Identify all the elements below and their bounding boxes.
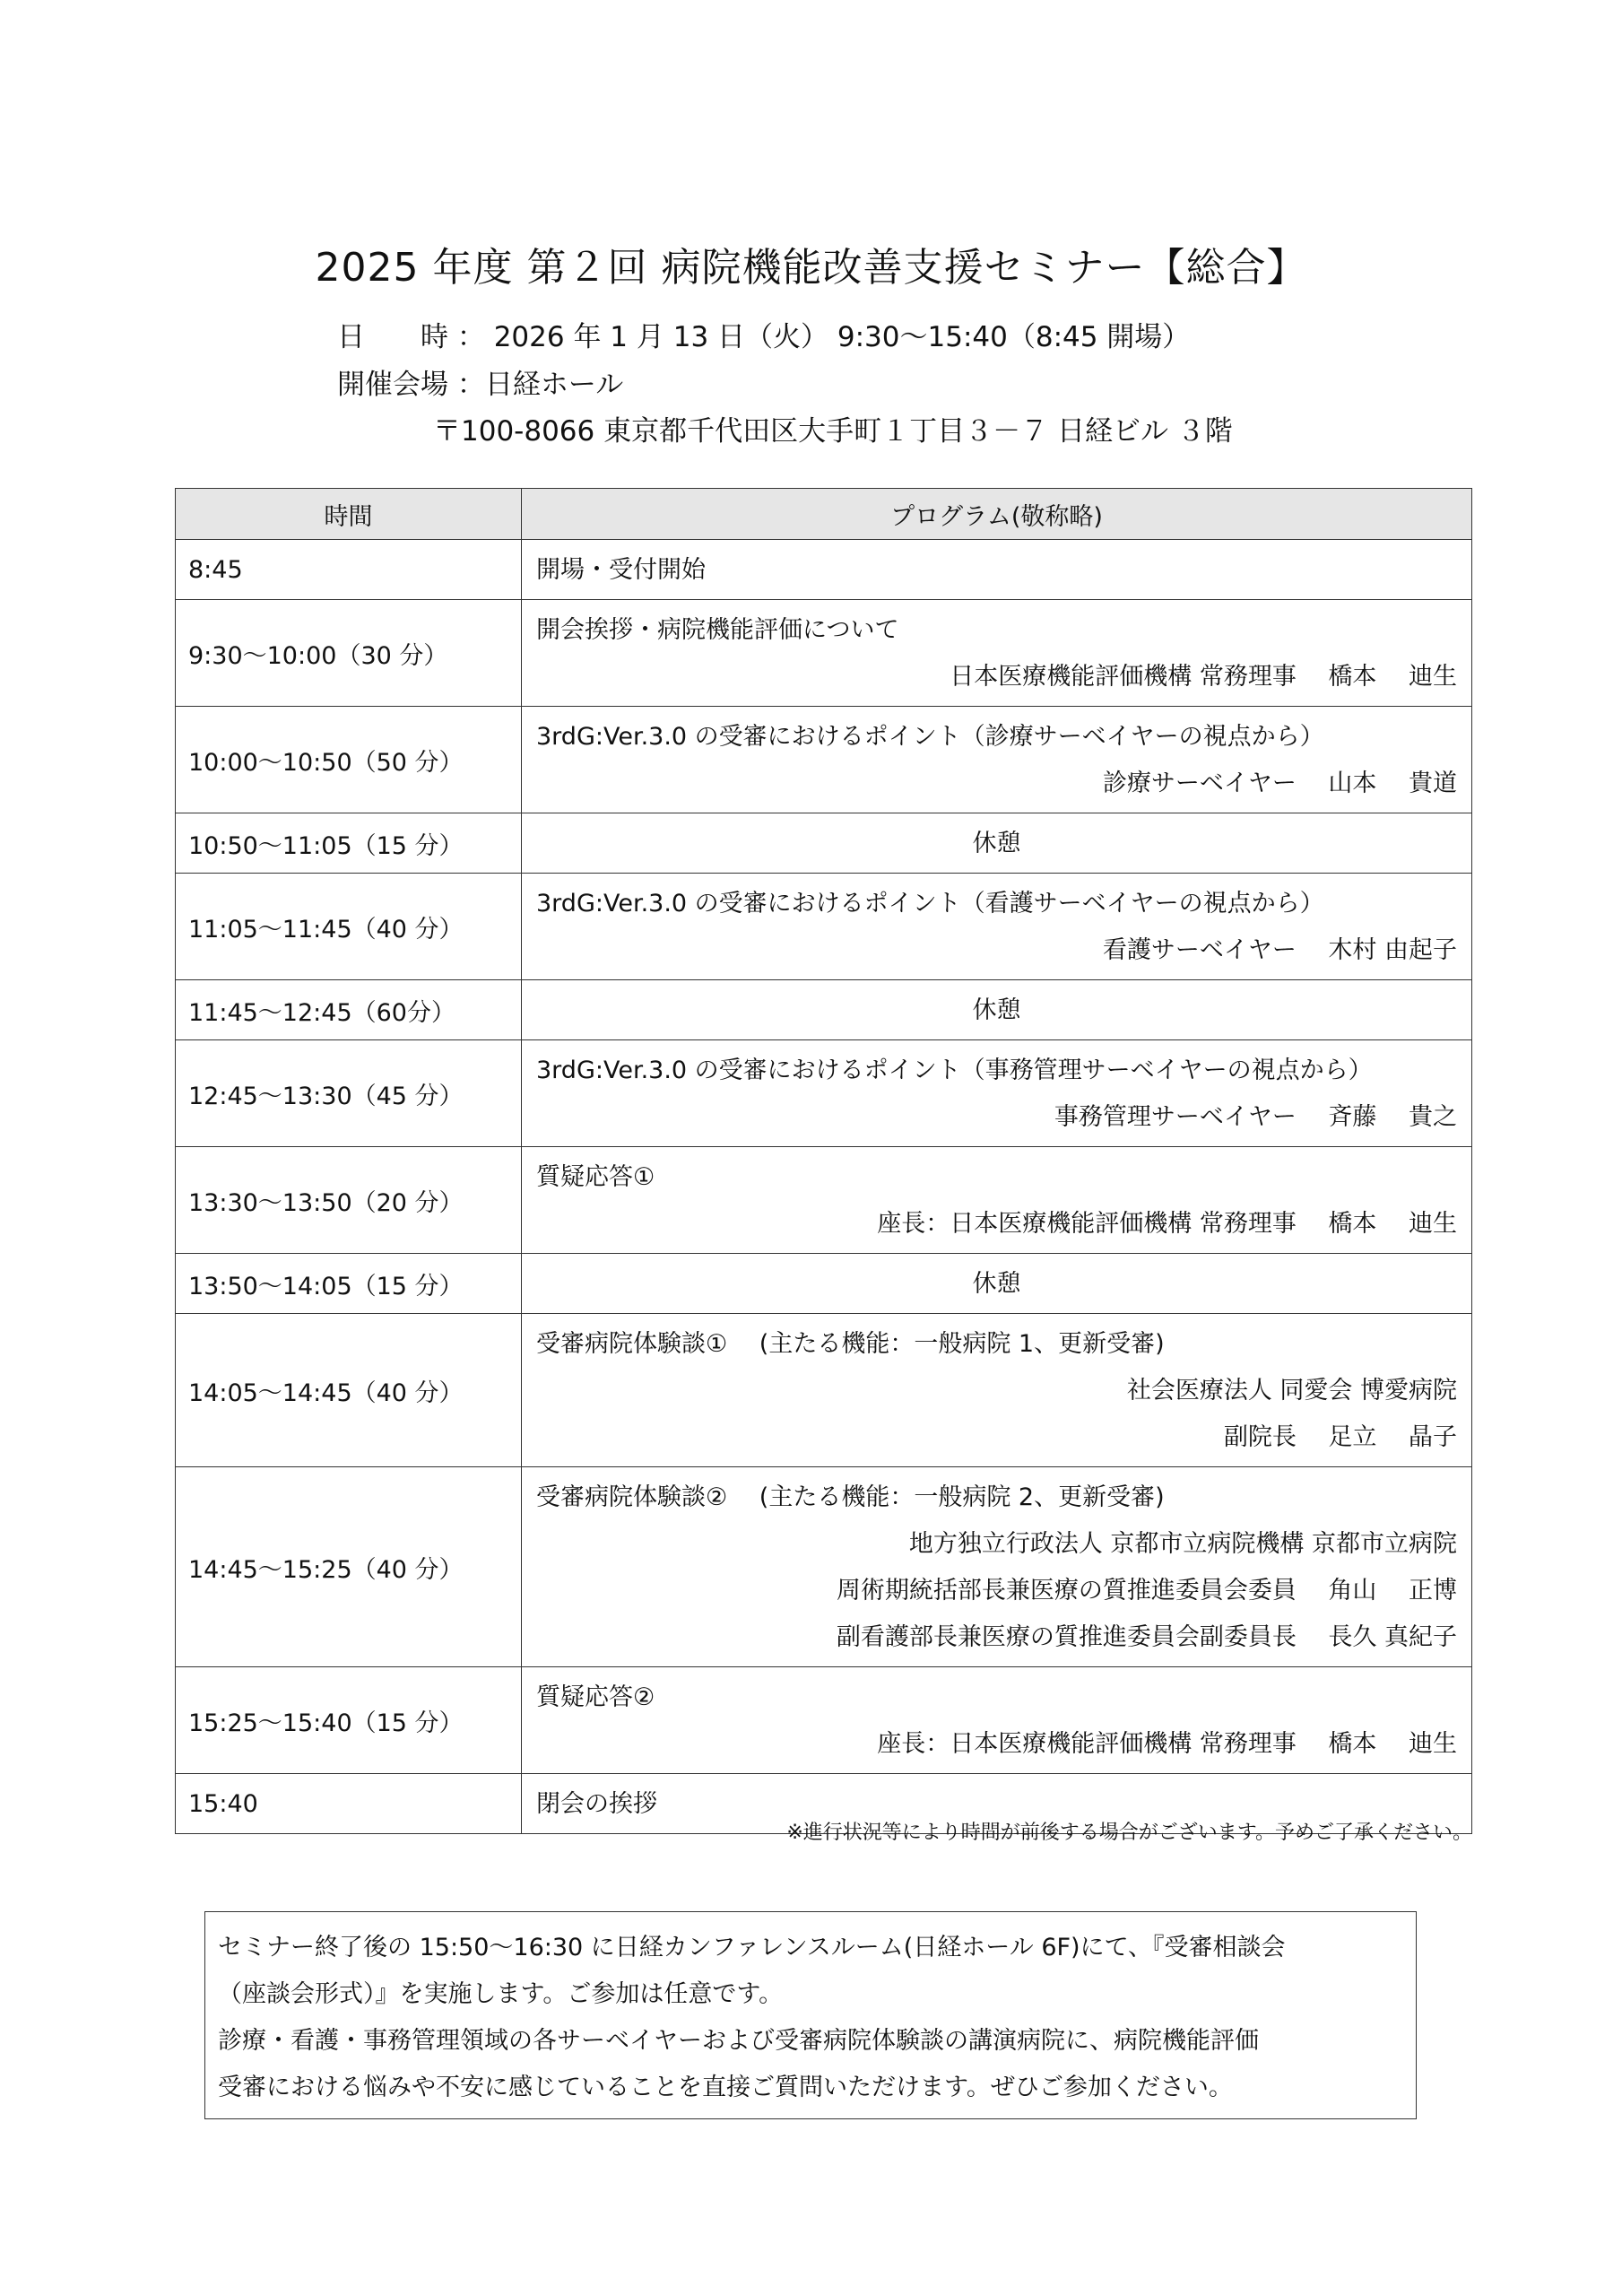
program-line: 休憩 [972, 830, 1021, 857]
program-line: 日本医療機能評価機構 常務理事 橋本 迪生 [950, 663, 1457, 691]
row-time: 9:30～10:00（30 分） [176, 600, 522, 707]
row-time: 12:45～13:30（45 分） [176, 1040, 522, 1147]
schedule-body [176, 540, 1472, 1834]
header-time: 時間 [176, 489, 522, 540]
row-program [522, 1467, 1472, 1667]
program-line: 3rdG:Ver.3.0 の受審におけるポイント（事務管理サーベイヤーの視点から） [536, 1057, 1373, 1084]
program-line: 質疑応答① [536, 1163, 655, 1191]
row-program [522, 1040, 1472, 1147]
row-time: 14:45～15:25（40 分） [176, 1467, 522, 1667]
program-line: 地方独立行政法人 京都市立病院機構 京都市立病院 [908, 1530, 1457, 1558]
program-line: 開場・受付開始 [536, 556, 706, 584]
table-row [176, 1667, 1472, 1774]
row-time: 10:50～11:05（15 分） [176, 813, 522, 874]
row-time: 15:25～15:40（15 分） [176, 1667, 522, 1774]
table-row [176, 1040, 1472, 1147]
event-venue: 開催会場 ：日経ホール [337, 369, 624, 401]
program-line: 受審病院体験談① (主たる機能：一般病院 1、更新受審) [536, 1330, 1165, 1358]
table-row [176, 813, 1472, 874]
event-date: 日 時 ： 2026 年 1 月 13 日（火） 9:30～15:40（8:45 開場） [337, 321, 1191, 353]
program-line: 3rdG:Ver.3.0 の受審におけるポイント（診療サーベイヤーの視点から） [536, 723, 1324, 751]
table-row [176, 707, 1472, 813]
row-time: 15:40 [176, 1774, 522, 1834]
row-program [522, 1314, 1472, 1467]
row-time: 14:05～14:45（40 分） [176, 1314, 522, 1467]
program-line: 開会挨拶・病院機能評価について [536, 616, 899, 644]
program-line: 社会医療法人 同愛会 博愛病院 [1126, 1377, 1457, 1405]
table-row [176, 1467, 1472, 1667]
program-line: 3rdG:Ver.3.0 の受審におけるポイント（看護サーベイヤーの視点から） [536, 890, 1324, 918]
notice-line: セミナー終了後の 15:50～16:30 に日経カンファレンスルーム(日経ホール 6F)にて、『受審相談会 [218, 1934, 1286, 1961]
program-line: 副院長 足立 晶子 [1223, 1423, 1457, 1451]
program-line: 座長：日本医療機能評価機構 常務理事 橋本 迪生 [877, 1210, 1457, 1238]
program-line: 質疑応答② [536, 1683, 655, 1711]
notice-line: （座談会形式）』を実施します。ご参加は任意です。 [218, 1980, 784, 2008]
table-row [176, 1147, 1472, 1254]
page-title: 2025 年度 第２回 病院機能改善支援セミナー【総合】 [315, 245, 1307, 291]
row-program [522, 1254, 1472, 1314]
table-header-row [176, 489, 1472, 540]
program-line: 診療サーベイヤー 山本 貴道 [1102, 770, 1457, 797]
row-program [522, 1667, 1472, 1774]
row-program [522, 874, 1472, 980]
row-time: 8:45 [176, 540, 522, 600]
row-time: 11:45～12:45（60分） [176, 980, 522, 1040]
table-row [176, 980, 1472, 1040]
table-row [176, 540, 1472, 600]
program-line: 看護サーベイヤー 木村 由起子 [1102, 936, 1457, 964]
row-program [522, 1147, 1472, 1254]
event-address: 〒100-8066 東京都千代田区大手町１丁目３－７ 日経ビル ３階 [433, 415, 1233, 448]
notice-box [204, 1911, 1417, 2119]
program-line: 事務管理サーベイヤー 斉藤 貴之 [1054, 1103, 1457, 1131]
header-program: プログラム(敬称略) [522, 489, 1472, 540]
row-time: 10:00～10:50（50 分） [176, 707, 522, 813]
program-line: 休憩 [972, 1270, 1021, 1298]
program-line: 閉会の挨拶 [536, 1790, 657, 1818]
notice-line: 受審における悩みや不安に感じていることを直接ご質問いただけます。ぜひご参加ください。 [218, 2074, 1233, 2101]
row-program [522, 980, 1472, 1040]
row-program [522, 813, 1472, 874]
program-line: 座長：日本医療機能評価機構 常務理事 橋本 迪生 [877, 1730, 1457, 1758]
program-line: 副看護部長兼医療の質推進委員会副委員長 長久 真紀子 [836, 1623, 1457, 1651]
schedule-table [175, 488, 1472, 1834]
row-program [522, 707, 1472, 813]
program-line: 周術期統括部長兼医療の質推進委員会委員 角山 正博 [836, 1577, 1457, 1605]
notice-line: 診療・看護・事務管理領域の各サーベイヤーおよび受審病院体験談の講演病院に、病院機能評価 [218, 2027, 1259, 2055]
table-row [176, 1314, 1472, 1467]
row-program [522, 600, 1472, 707]
row-program [522, 540, 1472, 600]
program-line: 受審病院体験談② (主たる機能：一般病院 2、更新受審) [536, 1483, 1165, 1511]
row-time: 11:05～11:45（40 分） [176, 874, 522, 980]
row-time: 13:30～13:50（20 分） [176, 1147, 522, 1254]
table-row [176, 1254, 1472, 1314]
table-row [176, 874, 1472, 980]
program-line: 休憩 [972, 996, 1021, 1024]
table-row [176, 600, 1472, 707]
row-time: 13:50～14:05（15 分） [176, 1254, 522, 1314]
schedule-note: ※進行状況等により時間が前後する場合がございます。予めご了承ください。 [786, 1822, 1472, 1844]
